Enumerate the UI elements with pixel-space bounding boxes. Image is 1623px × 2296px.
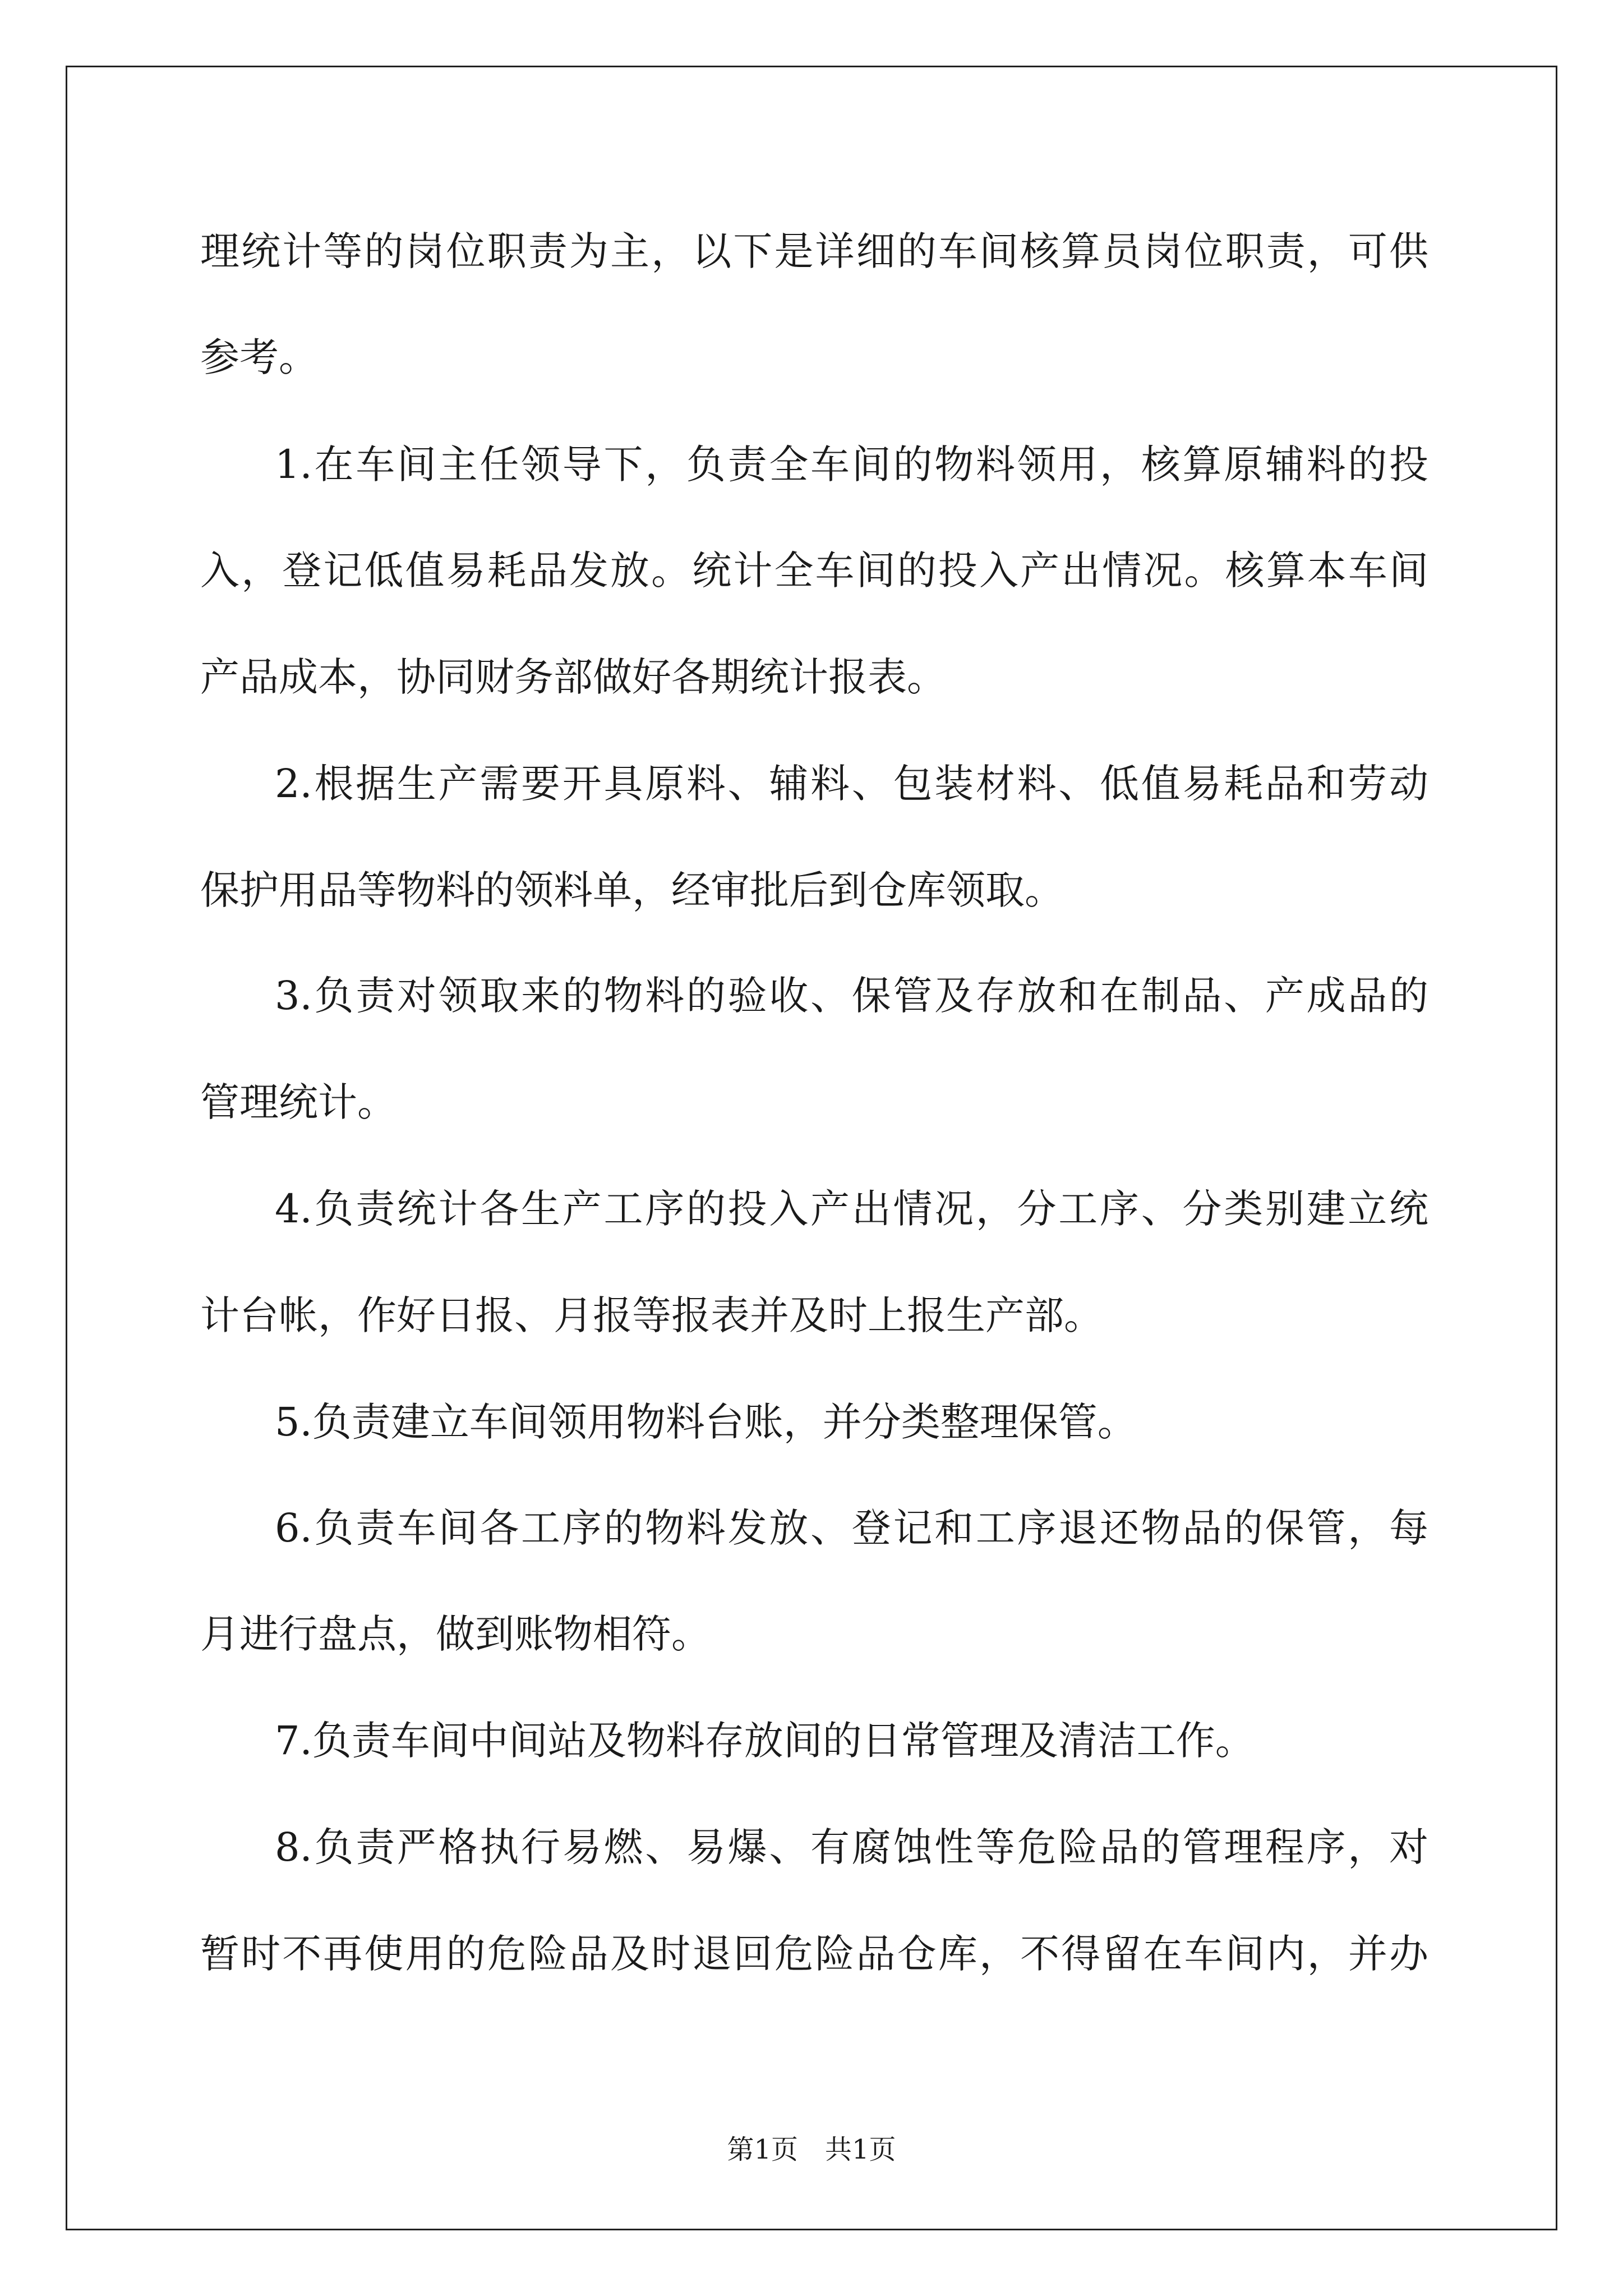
body-text-line: 入，登记低值易耗品发放。统计全车间的投入产出情况。核算本车间: [200, 547, 1428, 593]
page-number-footer: 第1页 共1页: [727, 2134, 896, 2165]
body-text-line: 1.在车间主任领导下，负责全车间的物料领用，核算原辅料的投: [275, 441, 1428, 487]
body-text-line: 计台帐，作好日报、月报等报表并及时上报生产部。: [200, 1292, 1103, 1338]
body-text-line: 4.负责统计各生产工序的投入产出情况，分工序、分类别建立统: [275, 1186, 1428, 1232]
page-border: [66, 66, 1557, 2230]
body-text-line: 2.根据生产需要开具原料、辅料、包装材料、低值易耗品和劳动: [275, 761, 1428, 807]
body-text-line: 保护用品等物料的领料单，经审批后到仓库领取。: [200, 867, 1064, 913]
body-text-line: 管理统计。: [200, 1079, 396, 1125]
body-text-line: 3.负责对领取来的物料的验收、保管及存放和在制品、产成品的: [275, 973, 1428, 1019]
body-text-line: 8.负责严格执行易燃、易爆、有腐蚀性等危险品的管理程序，对: [275, 1824, 1428, 1870]
body-text-line: 月进行盘点，做到账物相符。: [200, 1611, 711, 1657]
body-text-line: 产品成本，协同财务部做好各期统计报表。: [200, 654, 946, 700]
body-text-line: 暂时不再使用的危险品及时退回危险品仓库，不得留在车间内，并办: [200, 1931, 1428, 1977]
body-text-line: 7.负责车间中间站及物料存放间的日常管理及清洁工作。: [275, 1718, 1255, 1764]
body-text-line: 理统计等的岗位职责为主，以下是详细的车间核算员岗位职责，可供: [200, 228, 1428, 274]
body-text-line: 5.负责建立车间领用物料台账，并分类整理保管。: [275, 1399, 1137, 1445]
body-text-line: 6.负责车间各工序的物料发放、登记和工序退还物品的保管，每: [275, 1505, 1428, 1551]
body-text-line: 参考。: [200, 334, 318, 380]
